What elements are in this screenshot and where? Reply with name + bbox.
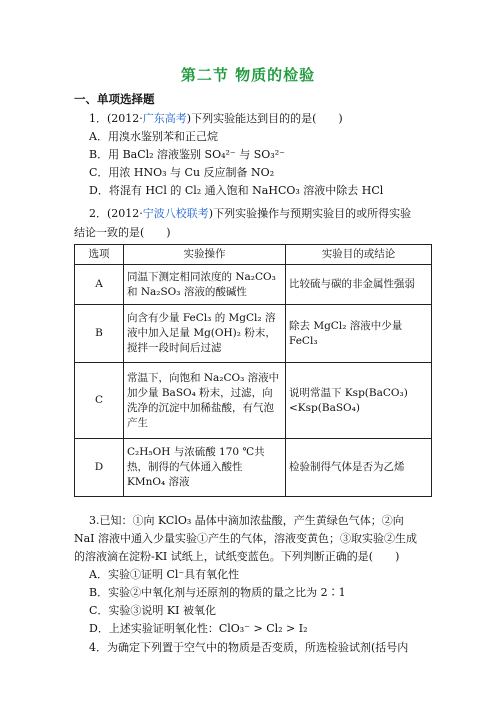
row-result: 除去 MgCl₂ 溶液中少量 FeCl₃ [286,305,432,363]
row-operation: 同温下测定相同浓度的 Na₂CO₃ 和 Na₂SO₃ 溶液的酸碱性 [124,265,286,305]
table-row [75,305,432,363]
row-operation: 常温下，向饱和 Na₂CO₃ 溶液中加少量 BaSO₄ 粉末，过滤，向洗净的沉淀中加稀盐酸，有气泡产生 [124,363,286,439]
q3-option-d: D．上述实验证明氧化性：ClO₃⁻ > Cl₂ > I₂ [89,622,308,635]
row-result: 检验制得气体是否为乙烯 [286,439,432,497]
q1-option-a: A．用溴水鉴别苯和正己烷 [89,130,218,143]
q3-stem-line3: 的溶液滴在淀粉-KI 试纸上，试纸变蓝色。下列判断正确的是( ) [74,550,400,563]
row-option: B [75,305,124,363]
q2-stem-prefix: 2．(2012· [89,207,143,220]
row-operation: C₂H₅OH 与浓硫酸 170 ℃共热，制得的气体通入酸性 KMnO₄ 溶液 [124,439,286,497]
header-option: 选项 [75,245,124,265]
row-option: D [75,439,124,497]
q3-option-c: C．实验③说明 KI 被氧化 [89,604,216,617]
row-option: C [75,363,124,439]
row-result: 比较硫与碳的非金属性强弱 [286,265,432,305]
q2-stem [89,206,411,221]
row-operation: 向含有少量 FeCl₃ 的 MgCl₂ 溶液中加入足量 Mg(OH)₂ 粉末，搅拌一段时间后过滤 [124,305,286,363]
table-row [75,363,432,439]
q1-option-b: B．用 BaCl₂ 溶液鉴别 SO₄²⁻ 与 SO₃²⁻ [89,148,285,161]
table-row [75,265,432,305]
table-header-row [75,245,432,265]
q3-stem-line2: NaI 溶液中通入少量实验①产生的气体，溶液变黄色；③取实验②生成 [74,532,418,545]
header-operation: 实验操作 [124,245,286,265]
q3-option-a: A．实验①证明 Cl⁻具有氧化性 [89,568,240,581]
q1-option-d: D．将混有 HCl 的 Cl₂ 通入饱和 NaHCO₃ 溶液中除去 HCl [89,184,384,197]
q2-stem-line2: 结论一致的是( ) [74,226,171,239]
q4-stem-line1: 4．为确定下列置于空气中的物质是否变质，所选检验试剂(括号内 [89,641,409,654]
q3-option-b: B．实验②中氧化剂与还原剂的物质的量之比为 2∶1 [89,586,346,599]
q1-stem [89,111,343,126]
section-heading: 一、单项选择题 [74,92,155,106]
q1-option-c: C．用浓 HNO₃ 与 Cu 反应制备 NO₂ [89,166,275,179]
q2-source: 宁波八校联考 [142,207,209,220]
q3-stem-line1: 3.已知：①向 KClO₃ 晶体中滴加浓盐酸，产生黄绿色气体；②向 [89,514,404,527]
q2-table [74,244,432,497]
q2-stem-text: )下列实验操作与预期实验目的或所得实验 [208,207,412,220]
q1-stem-prefix: 1．(2012· [89,112,143,125]
row-option: A [75,265,124,305]
q1-stem-text: )下列实验能达到目的的是( ) [186,112,343,125]
page-title: 第二节 物质的检验 [180,66,316,84]
header-result: 实验目的或结论 [286,245,432,265]
table-row [75,439,432,497]
row-result: 说明常温下 Ksp(BaCO₃)<Ksp(BaSO₄) [286,363,432,439]
q1-source: 广东高考 [142,112,187,125]
